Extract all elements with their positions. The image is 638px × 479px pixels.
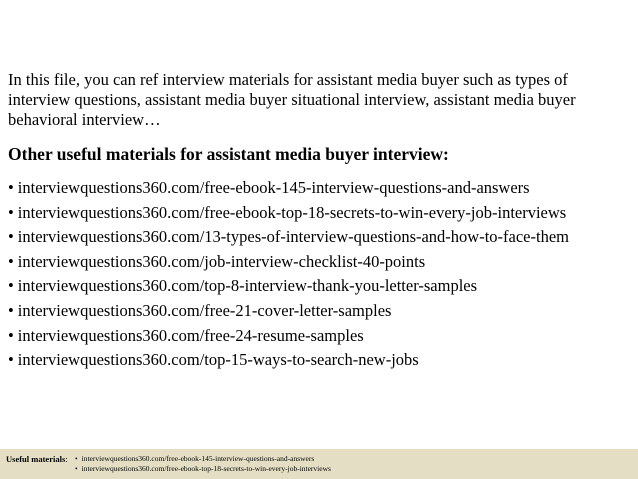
footer-list-item [75, 454, 331, 464]
bullet: • [75, 464, 78, 473]
bullet: • [8, 300, 14, 320]
material-link[interactable]: interviewquestions360.com/free-21-cover-letter-samples [17, 300, 392, 320]
material-link[interactable]: interviewquestions360.com/13-types-of-interview-questions-and-how-to-face-them [17, 227, 569, 247]
material-link[interactable]: interviewquestions360.com/free-ebook-top-18-secrets-to-win-every-job-interviews [17, 202, 567, 222]
footer-link[interactable]: interviewquestions360.com/free-ebook-145-interview-questions-and-answers [81, 454, 315, 463]
bullet: • [8, 325, 14, 345]
footer-bar [0, 449, 638, 479]
footer-separator: : [65, 454, 68, 464]
footer-label-text: Useful materials [6, 454, 66, 464]
list-item [8, 201, 632, 226]
list-item [8, 250, 632, 275]
materials-heading: Other useful materials for assistant media buyer interview: [8, 144, 449, 164]
list-item [8, 176, 632, 201]
bullet: • [8, 350, 14, 370]
footer-list-item [75, 464, 331, 474]
bullet: • [8, 178, 14, 197]
material-link[interactable]: interviewquestions360.com/job-interview-checklist-40-points [17, 251, 426, 271]
bullet: • [75, 454, 78, 463]
footer-label [6, 454, 68, 464]
list-item [8, 324, 632, 349]
list-item [8, 348, 632, 373]
bullet: • [8, 227, 14, 247]
list-item [8, 299, 632, 324]
intro-paragraph: In this file, you can ref interview materials for assistant media buyer such as types of interview questions, assistant media buyer situational interview, assistant media buyer behavioral interview… [8, 70, 576, 129]
footer-link[interactable]: interviewquestions360.com/free-ebook-top-18-secrets-to-win-every-job-interviews [81, 464, 331, 473]
bullet: • [8, 202, 14, 222]
bullet: • [8, 251, 14, 271]
material-link[interactable]: interviewquestions360.com/free-24-resume-samples [17, 325, 364, 345]
list-item [8, 274, 632, 299]
bullet: • [8, 276, 14, 296]
material-link[interactable]: interviewquestions360.com/top-8-interview-thank-you-letter-samples [17, 276, 478, 296]
footer-links [75, 454, 331, 474]
list-item [8, 225, 632, 250]
materials-list [8, 176, 632, 373]
material-link[interactable]: interviewquestions360.com/free-ebook-145-interview-questions-and-answers [17, 178, 530, 197]
material-link[interactable]: interviewquestions360.com/top-15-ways-to-search-new-jobs [17, 350, 419, 370]
